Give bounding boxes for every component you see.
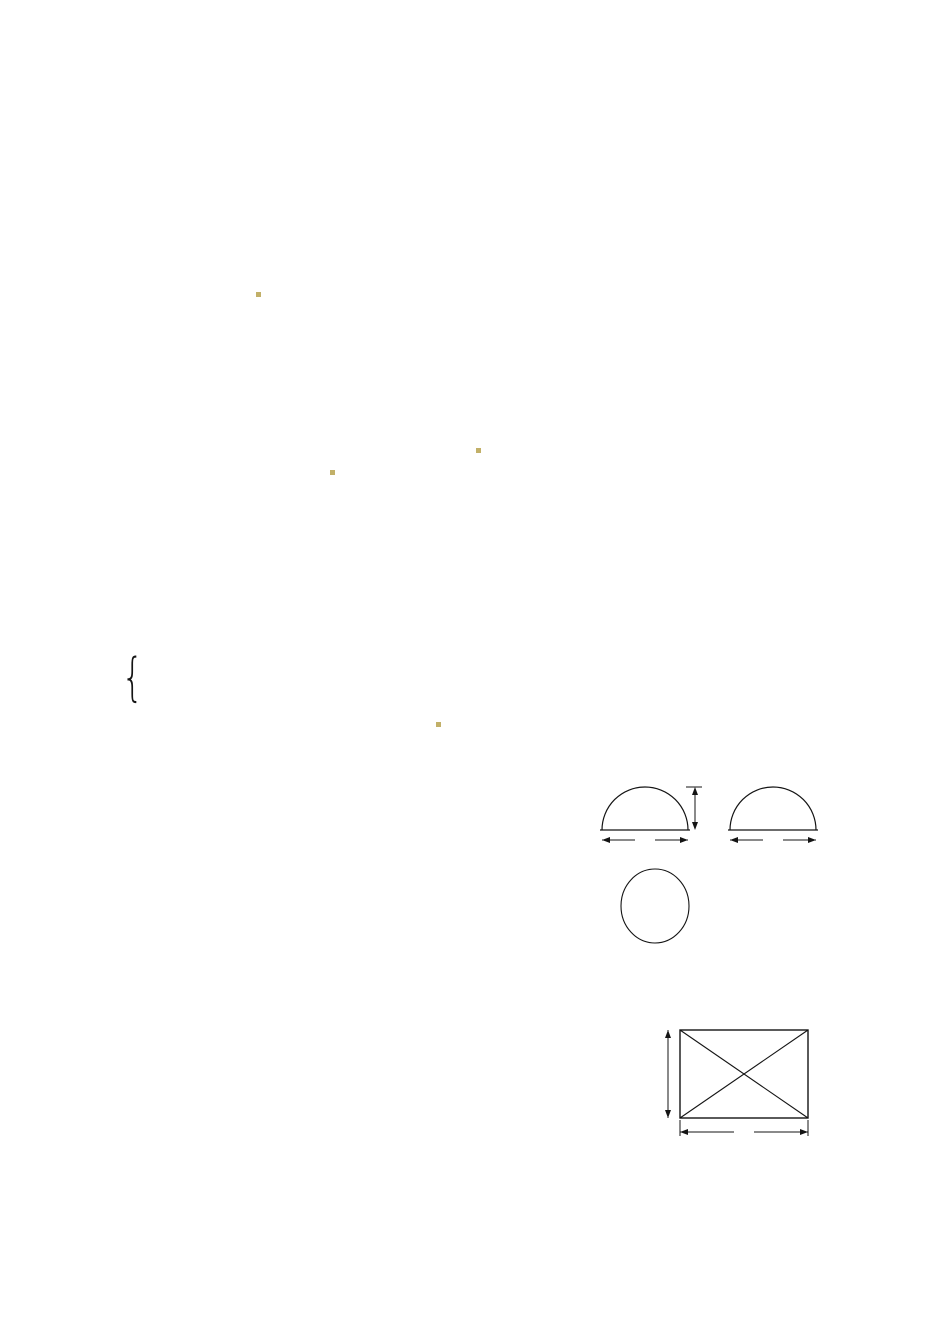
scan-stain-dot xyxy=(476,448,481,453)
q12-options xyxy=(114,284,894,310)
width-arrow-right xyxy=(800,1129,808,1135)
q15-options xyxy=(114,463,894,489)
front-width-arrow-left xyxy=(602,837,610,843)
log-curve-plot-d xyxy=(560,86,860,236)
q23-rectangle-diagram xyxy=(650,1024,822,1146)
height-arrow-up xyxy=(665,1030,671,1038)
q14-options xyxy=(114,412,894,438)
top-view-circle xyxy=(621,869,689,943)
answer-graphs-row xyxy=(140,86,700,258)
q13-options xyxy=(114,362,894,388)
q16-options xyxy=(110,511,890,537)
scan-stain-dot xyxy=(436,722,441,727)
side-view-semicircle xyxy=(730,787,816,830)
scan-stain-dot xyxy=(330,470,335,475)
graph-option-d xyxy=(560,86,700,258)
side-width-arrow-left xyxy=(730,837,738,843)
front-height-arrow-up xyxy=(692,787,698,795)
q22-three-view-diagram xyxy=(598,778,820,970)
graph-option-c xyxy=(420,86,560,258)
piecewise-rows xyxy=(151,677,171,680)
q19-line xyxy=(114,647,173,708)
front-height-arrow-down xyxy=(692,822,698,830)
piecewise-brace: { xyxy=(121,647,144,708)
q19-piecewise xyxy=(116,647,171,708)
graph-option-a xyxy=(140,86,280,258)
side-width-arrow-right xyxy=(808,837,816,843)
height-arrow-down xyxy=(665,1110,671,1118)
scan-stain-dot xyxy=(256,292,261,297)
front-view-semicircle xyxy=(602,787,688,830)
front-width-arrow-right xyxy=(680,837,688,843)
width-arrow-left xyxy=(680,1129,688,1135)
graph-option-b xyxy=(280,86,420,258)
